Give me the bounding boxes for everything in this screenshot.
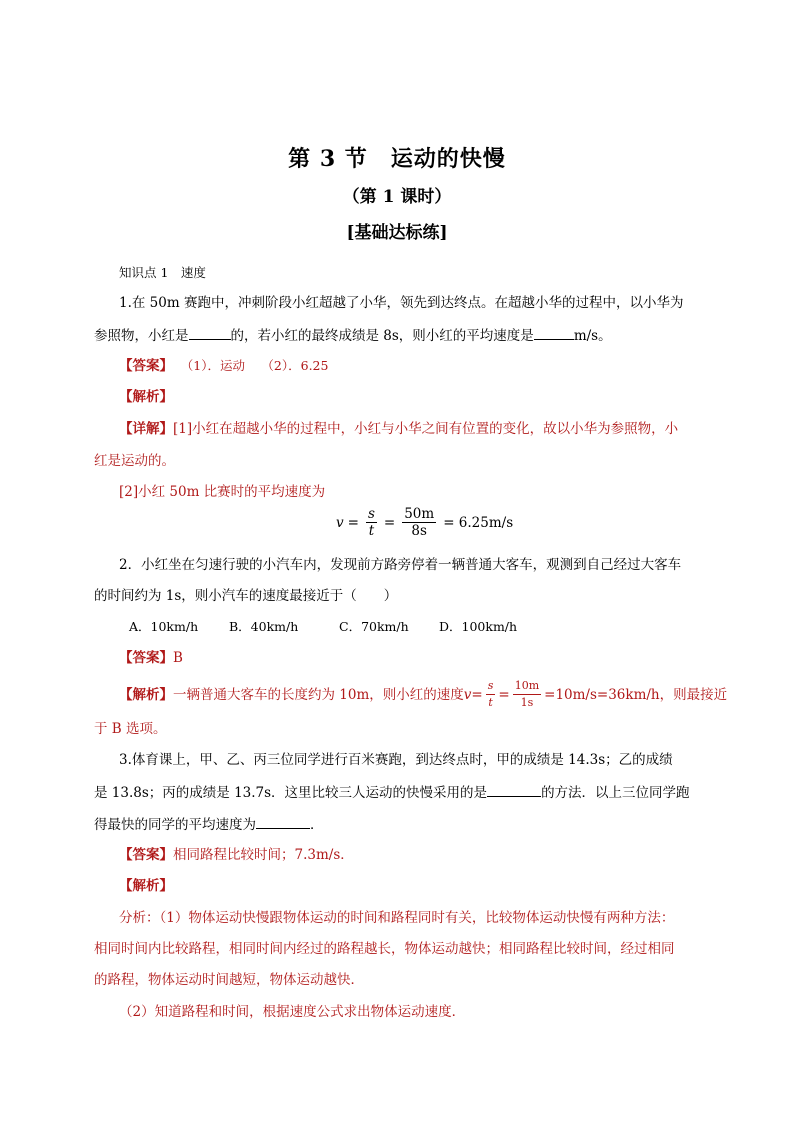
q1-analysis-label: 【解析】 bbox=[119, 389, 173, 405]
q3-blank-1[interactable] bbox=[487, 782, 541, 797]
q3-analysis-p2: 相同时间内比较路程，相同时间内经过的路程越长，物体运动越快；相同路程比较时间，经过相同 bbox=[94, 941, 675, 957]
q1-stem-line1: 1.在 50m 赛跑中，冲刺阶段小红超越了小华，领先到达终点。在超越小华的过程中，以小华为 bbox=[119, 295, 684, 311]
page-title: 第 3 节 运动的快慢 bbox=[288, 146, 506, 172]
q2-frac-symbolic: $\frac{s}{t}$ bbox=[487, 679, 494, 709]
q3-blank-2[interactable] bbox=[256, 814, 310, 829]
q1-stem-line2: 参照物，小红是 的，若小红的最终成绩是 8s，则小红的平均速度是 m/s。 bbox=[94, 325, 612, 346]
q1-answer: 【答案】 （1）．运动 （2）．6.25 bbox=[119, 358, 329, 374]
q3-analysis-p3: 的路程，物体运动时间越短，物体运动越快． bbox=[94, 972, 364, 988]
q1-frac-symbolic: $\frac{s}{t}$ bbox=[367, 506, 375, 539]
q2-option-b[interactable]: B．40km/h bbox=[229, 619, 299, 634]
q1-blank-1[interactable] bbox=[189, 325, 231, 340]
q3-analysis-p1: 分析：（1）物体运动快慢跟物体运动的时间和路程同时有关，比较物体运动快慢有两种方法： bbox=[119, 910, 675, 926]
q3-analysis-p4: （2）知道路程和时间，根据速度公式求出物体运动速度． bbox=[119, 1004, 466, 1020]
q1-detail-line2: 红是运动的。 bbox=[94, 453, 175, 469]
q3-analysis-label: 【解析】 bbox=[119, 878, 173, 894]
q2-analysis-line1: 【解析】 一辆普通大客车的长度约为 10m，则小红的速度 v = $\frac{s}{t}$ = $\frac{10m}{1s}$ =10m/s=36km/h，则最接近 bbox=[119, 679, 728, 709]
q2-analysis-line2: 于 B 选项。 bbox=[94, 721, 167, 737]
q3-answer: 【答案】相同路程比较时间；7.3m/s． bbox=[119, 847, 354, 863]
page-subtitle: （第 1 课时） bbox=[342, 187, 452, 207]
q2-options bbox=[129, 617, 517, 637]
knowledge-point-label: 知识点 1 速度 bbox=[119, 265, 206, 280]
q2-option-a[interactable]: A．10km/h bbox=[129, 619, 199, 634]
q2-option-d[interactable]: D．100km/h bbox=[439, 619, 518, 634]
q2-stem-line2: 的时间约为 1s，则小汽车的速度最接近于（ ） bbox=[94, 588, 398, 604]
q2-answer: 【答案】B bbox=[119, 650, 183, 666]
q2-option-c[interactable]: C．70km/h bbox=[339, 619, 409, 634]
q1-speed-equation: v = $\frac{s}{t}$ = $\frac{50m}{8s}$ = 6.25m/s bbox=[336, 506, 514, 539]
q1-detail-line1: 【详解】[1]小红在超越小华的过程中，小红与小华之间有位置的变化，故以小华为参照物，小 bbox=[119, 421, 679, 437]
q1-blank-2[interactable] bbox=[534, 325, 574, 340]
q1-frac-numeric: $\frac{50m}{8s}$ bbox=[404, 506, 435, 539]
q2-frac-numeric: $\frac{10m}{1s}$ bbox=[514, 679, 540, 709]
q3-stem-line2: 是 13.8s；丙的成绩是 13.7s．这里比较三人运动的快慢采用的是 的方法．以上三位同学跑 bbox=[94, 782, 690, 803]
q3-stem-line3: 得最快的同学的平均速度为 ． bbox=[94, 814, 324, 835]
section-heading: [基础达标练] bbox=[346, 223, 448, 243]
q1-detail-line3: [2]小红 50m 比赛时的平均速度为 bbox=[119, 484, 326, 500]
q2-stem-line1: 2．小红坐在匀速行驶的小汽车内，发现前方路旁停着一辆普通大客车，观测到自己经过大客车 bbox=[119, 557, 682, 573]
q3-stem-line1: 3.体育课上，甲、乙、丙三位同学进行百米赛跑，到达终点时，甲的成绩是 14.3s；乙的成绩 bbox=[119, 752, 673, 768]
